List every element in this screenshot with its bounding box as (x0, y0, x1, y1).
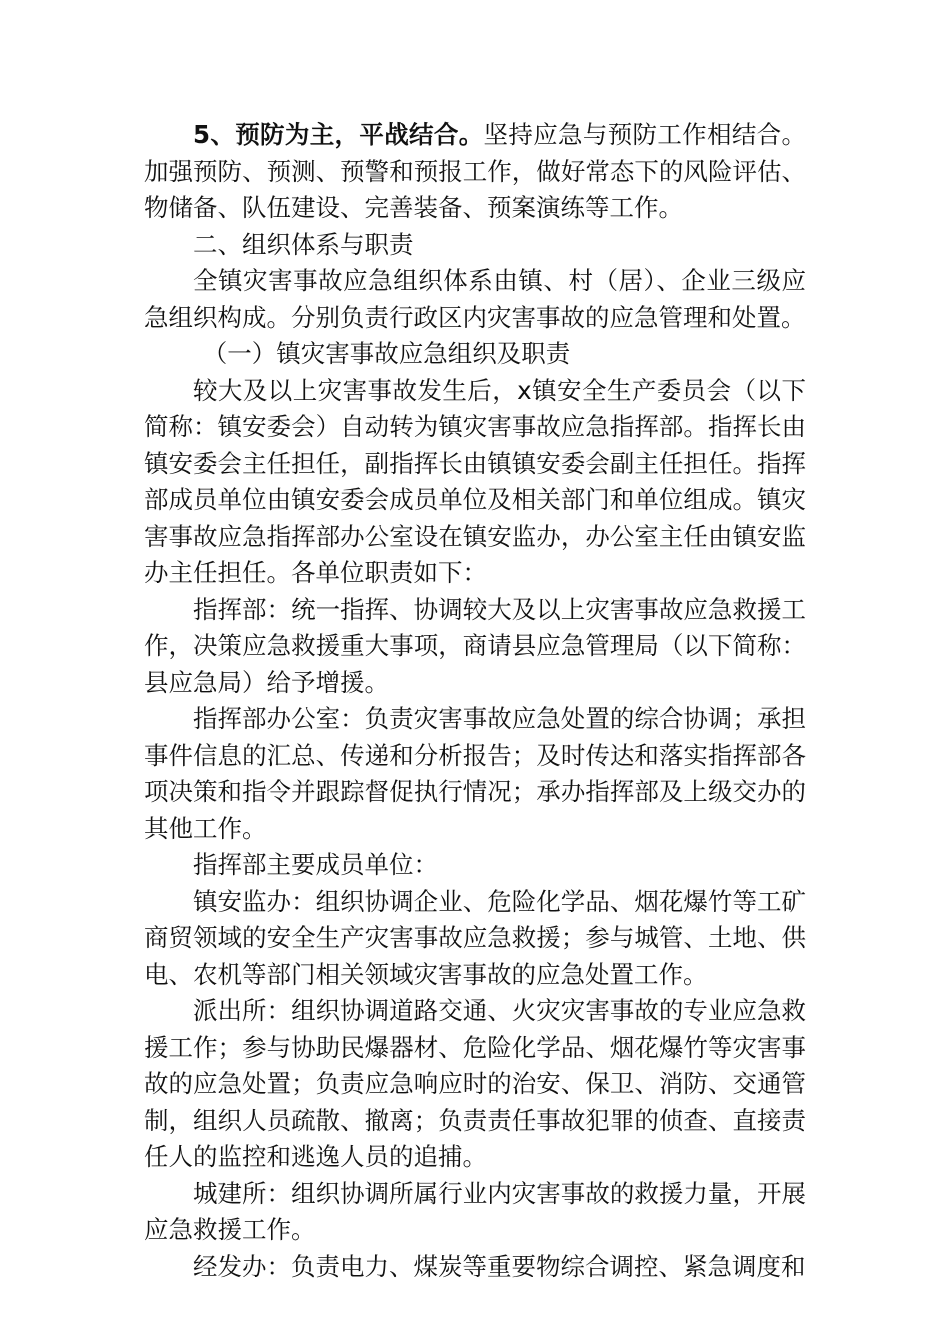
paragraph-principle-5 (144, 117, 806, 227)
paragraph-office-duties: 指挥部办公室：负责灾害事故应急处置的综合协调；承担事件信息的汇总、传递和分析报告；及时传达和落实指挥部各项决策和指令并跟踪督促执行情况；承办指挥部及上级交办的其他工作。 (144, 704, 806, 843)
principle-5-title: 5、预防为主，平战结合。 (193, 120, 484, 149)
section-heading-organization: 二、组织体系与职责 (193, 229, 414, 259)
principle-5-body: 坚持应急与预防工作相结合。加强预防、预测、预警和预报工作，做好常态下的风险评估、物储备、队伍建设、完善装备、预案演练等工作。 (144, 120, 807, 222)
paragraph-construction-office: 城建所：组织协调所属行业内灾害事故的救援力量，开展应急救援工作。 (144, 1178, 806, 1244)
document-page (144, 117, 806, 1285)
paragraph-command-structure: 较大及以上灾害事故发生后，x镇安全生产委员会（以下简称：镇安委会）自动转为镇灾害事故应急指挥部。指挥长由镇安委会主任担任，副指挥长由镇镇安委会副主任担任。指挥部成员单位由镇安委会成员单位及相关部门和单位组成。镇灾害事故应急指挥部办公室设在镇安监办，办公室主任由镇安监办主任担任。各单位职责如下： (144, 375, 806, 587)
subsection-heading-town: （一）镇灾害事故应急组织及职责 (202, 339, 571, 368)
paragraph-economic-office: 经发办：负责电力、煤炭等重要物综合调控、紧急调度和 (193, 1251, 806, 1281)
paragraph-member-units: 指挥部主要成员单位： (193, 850, 438, 879)
paragraph-police-station: 派出所：组织协调道路交通、火灾灾害事故的专业应急救援工作；参与协助民爆器材、危险化学品、烟花爆竹等灾害事故的应急处置；负责应急响应时的治安、保卫、消防、交通管制，组织人员疏散、撤离；负责责任事故犯罪的侦查、直接责任人的监控和逃逸人员的追捕。 (144, 996, 806, 1171)
paragraph-org-system: 全镇灾害事故应急组织体系由镇、村（居）、企业三级应急组织构成。分别负责行政区内灾害事故的应急管理和处置。 (144, 266, 806, 332)
paragraph-safety-office: 镇安监办：组织协调企业、危险化学品、烟花爆竹等工矿商贸领域的安全生产灾害事故应急救援；参与城管、土地、供电、农机等部门相关领域灾害事故的应急处置工作。 (144, 886, 806, 989)
paragraph-command-duties: 指挥部：统一指挥、协调较大及以上灾害事故应急救援工作，决策应急救援重大事项，商请县应急管理局（以下简称：县应急局）给予增援。 (144, 594, 806, 697)
